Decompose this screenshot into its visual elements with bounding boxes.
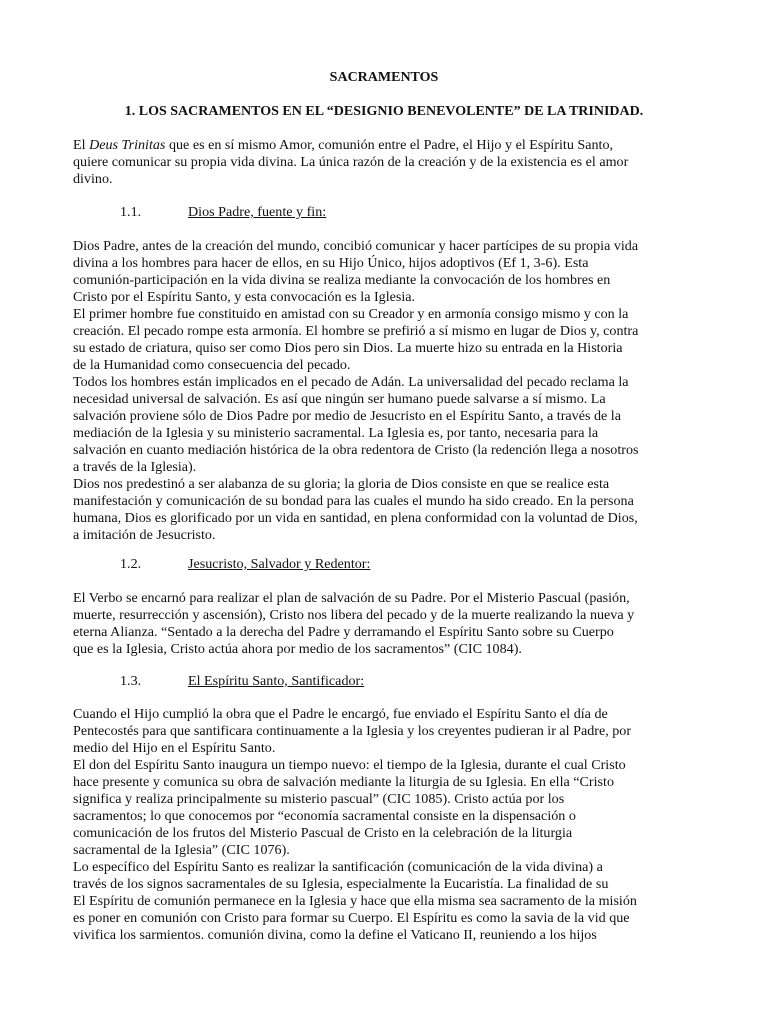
body-line: a imitación de Jesucristo.	[73, 527, 216, 543]
body-line: comunión-participación en la vida divina se realiza mediante la convocación de los hombres en	[73, 272, 611, 288]
body-line: su estado de criatura, quiso ser como Dios pero sin Dios. La muerte hizo su entrada en la Historia	[73, 340, 623, 356]
body-line: a través de la Iglesia).	[73, 459, 197, 475]
body-line: mediación de la Iglesia y su ministerio sacramental. La Iglesia es, por tanto, necesaria para la	[73, 425, 599, 441]
document-title: SACRAMENTOS	[329, 70, 439, 85]
body-line: Cristo por el Espíritu Santo, y esta convocación es la Iglesia.	[73, 289, 416, 305]
subsection-body-1-3	[73, 706, 703, 944]
body-line: comunicación de los frutos del Misterio Pascual de Cristo en la celebración de la liturgia	[73, 825, 573, 841]
body-line: sacramentos; lo que conocemos por “economía sacramental consiste en la dispensación o	[73, 808, 576, 824]
body-line: Pentecostés para que santificara continuamente a la Iglesia y los creyentes pudieran ir al Padre, por	[73, 723, 632, 739]
body-line: humana, Dios es glorificado por un vida en santidad, en plena conformidad con la voluntad de Dios,	[73, 510, 638, 526]
subsection-number: 1.1.	[120, 204, 142, 220]
body-line: El Espíritu de comunión permanece en la Iglesia y hace que ella misma sea sacramento de la misión	[73, 893, 637, 909]
body-line: Lo específico del Espíritu Santo es realizar la santificación (comunicación de la vida divina) a	[73, 859, 603, 875]
subsection-number: 1.2.	[120, 556, 142, 572]
body-line: necesidad universal de salvación. Es así que ningún ser humano puede salvarse a sí mismo. La	[73, 391, 606, 407]
body-line: de la Humanidad como consecuencia del pecado.	[73, 357, 351, 373]
body-line: significa y realiza principalmente su misterio pascual” (CIC 1085). Cristo actúa por los	[73, 791, 565, 807]
body-line: creación. El pecado rompe esta armonía. El hombre se prefirió a sí mismo en lugar de Dios y, contra	[73, 323, 639, 339]
italic-term: Deus Trinitas	[89, 137, 166, 153]
subsection-title: Jesucristo, Salvador y Redentor:	[188, 556, 371, 572]
body-line: Todos los hombres están implicados en el pecado de Adán. La universalidad del pecado reclama la	[73, 374, 629, 390]
body-line: través de los signos sacramentales de su Iglesia, especialmente la Eucaristía. La finalidad de su	[73, 876, 609, 892]
subsection-body-1-1	[73, 238, 703, 544]
body-line: hace presente y comunica su obra de salvación mediante la liturgia de su Iglesia. En ella “Cristo	[73, 774, 614, 790]
body-line: El Verbo se encarnó para realizar el plan de salvación de su Padre. Por el Misterio Pascual (pasión,	[73, 590, 630, 606]
body-line: divina a los hombres para hacer de ellos, en su Hijo Único, hijos adoptivos (Ef 1, 3-6). Esta	[73, 255, 589, 271]
body-line: salvación en cuanto mediación histórica de la obra redentora de Cristo (la redención llega a nosotros	[73, 442, 639, 458]
body-line: Dios Padre, antes de la creación del mundo, concibió comunicar y hacer partícipes de su propia vida	[73, 238, 639, 254]
body-line: vivifica los sarmientos. comunión divina, como la define el Vaticano II, reuniendo a los hijos	[73, 927, 597, 943]
body-line: El don del Espíritu Santo inaugura un tiempo nuevo: el tiempo de la Iglesia, durante el cual Cristo	[73, 757, 626, 773]
body-line: Dios nos predestinó a ser alabanza de su gloria; la gloria de Dios consiste en que se realice esta	[73, 476, 610, 492]
section-heading: 1. LOS SACRAMENTOS EN EL “DESIGNIO BENEVOLENTE” DE LA TRINIDAD.	[124, 104, 644, 119]
subsection-number: 1.3.	[120, 673, 142, 689]
subsection-title: El Espíritu Santo, Santificador:	[188, 673, 365, 689]
body-line: que es la Iglesia, Cristo actúa ahora por medio de los sacramentos” (CIC 1084).	[73, 641, 522, 657]
body-line: salvación proviene sólo de Dios Padre por medio de Jesucristo en el Espíritu Santo, a través de la	[73, 408, 621, 424]
intro-line: quiere comunicar su propia vida divina. La única razón de la creación y de la existencia es el amor	[73, 154, 629, 170]
subsection-body-1-2	[73, 590, 703, 658]
subsection-heading-1-1	[0, 204, 768, 221]
subsection-heading-1-2	[0, 556, 768, 573]
body-line: Cuando el Hijo cumplió la obra que el Padre le encargó, fue enviado el Espíritu Santo el día de	[73, 706, 608, 722]
intro-line: divino.	[73, 171, 113, 187]
intro-line: El Deus Trinitas que es en sí mismo Amor, comunión entre el Padre, el Hijo y el Espíritu Santo,	[73, 137, 614, 153]
intro-paragraph	[73, 137, 703, 188]
body-line: El primer hombre fue constituido en amistad con su Creador y en armonía consigo mismo y con la	[73, 306, 629, 322]
body-line: eterna Alianza. “Sentado a la derecha del Padre y derramando el Espíritu Santo sobre su Cuerpo	[73, 624, 614, 640]
subsection-title: Dios Padre, fuente y fin:	[188, 204, 327, 220]
body-line: sacramental de la Iglesia” (CIC 1076).	[73, 842, 290, 858]
body-line: medio del Hijo en el Espíritu Santo.	[73, 740, 276, 756]
body-line: manifestación y comunicación de su bondad para las cuales el mundo ha sido creado. En la persona	[73, 493, 634, 509]
subsection-heading-1-3	[0, 673, 768, 690]
body-line: es poner en comunión con Cristo para formar su Cuerpo. El Espíritu es como la savia de la vid que	[73, 910, 630, 926]
body-line: muerte, resurrección y ascensión), Cristo nos libera del pecado y de la muerte realizando la nueva y	[73, 607, 635, 623]
